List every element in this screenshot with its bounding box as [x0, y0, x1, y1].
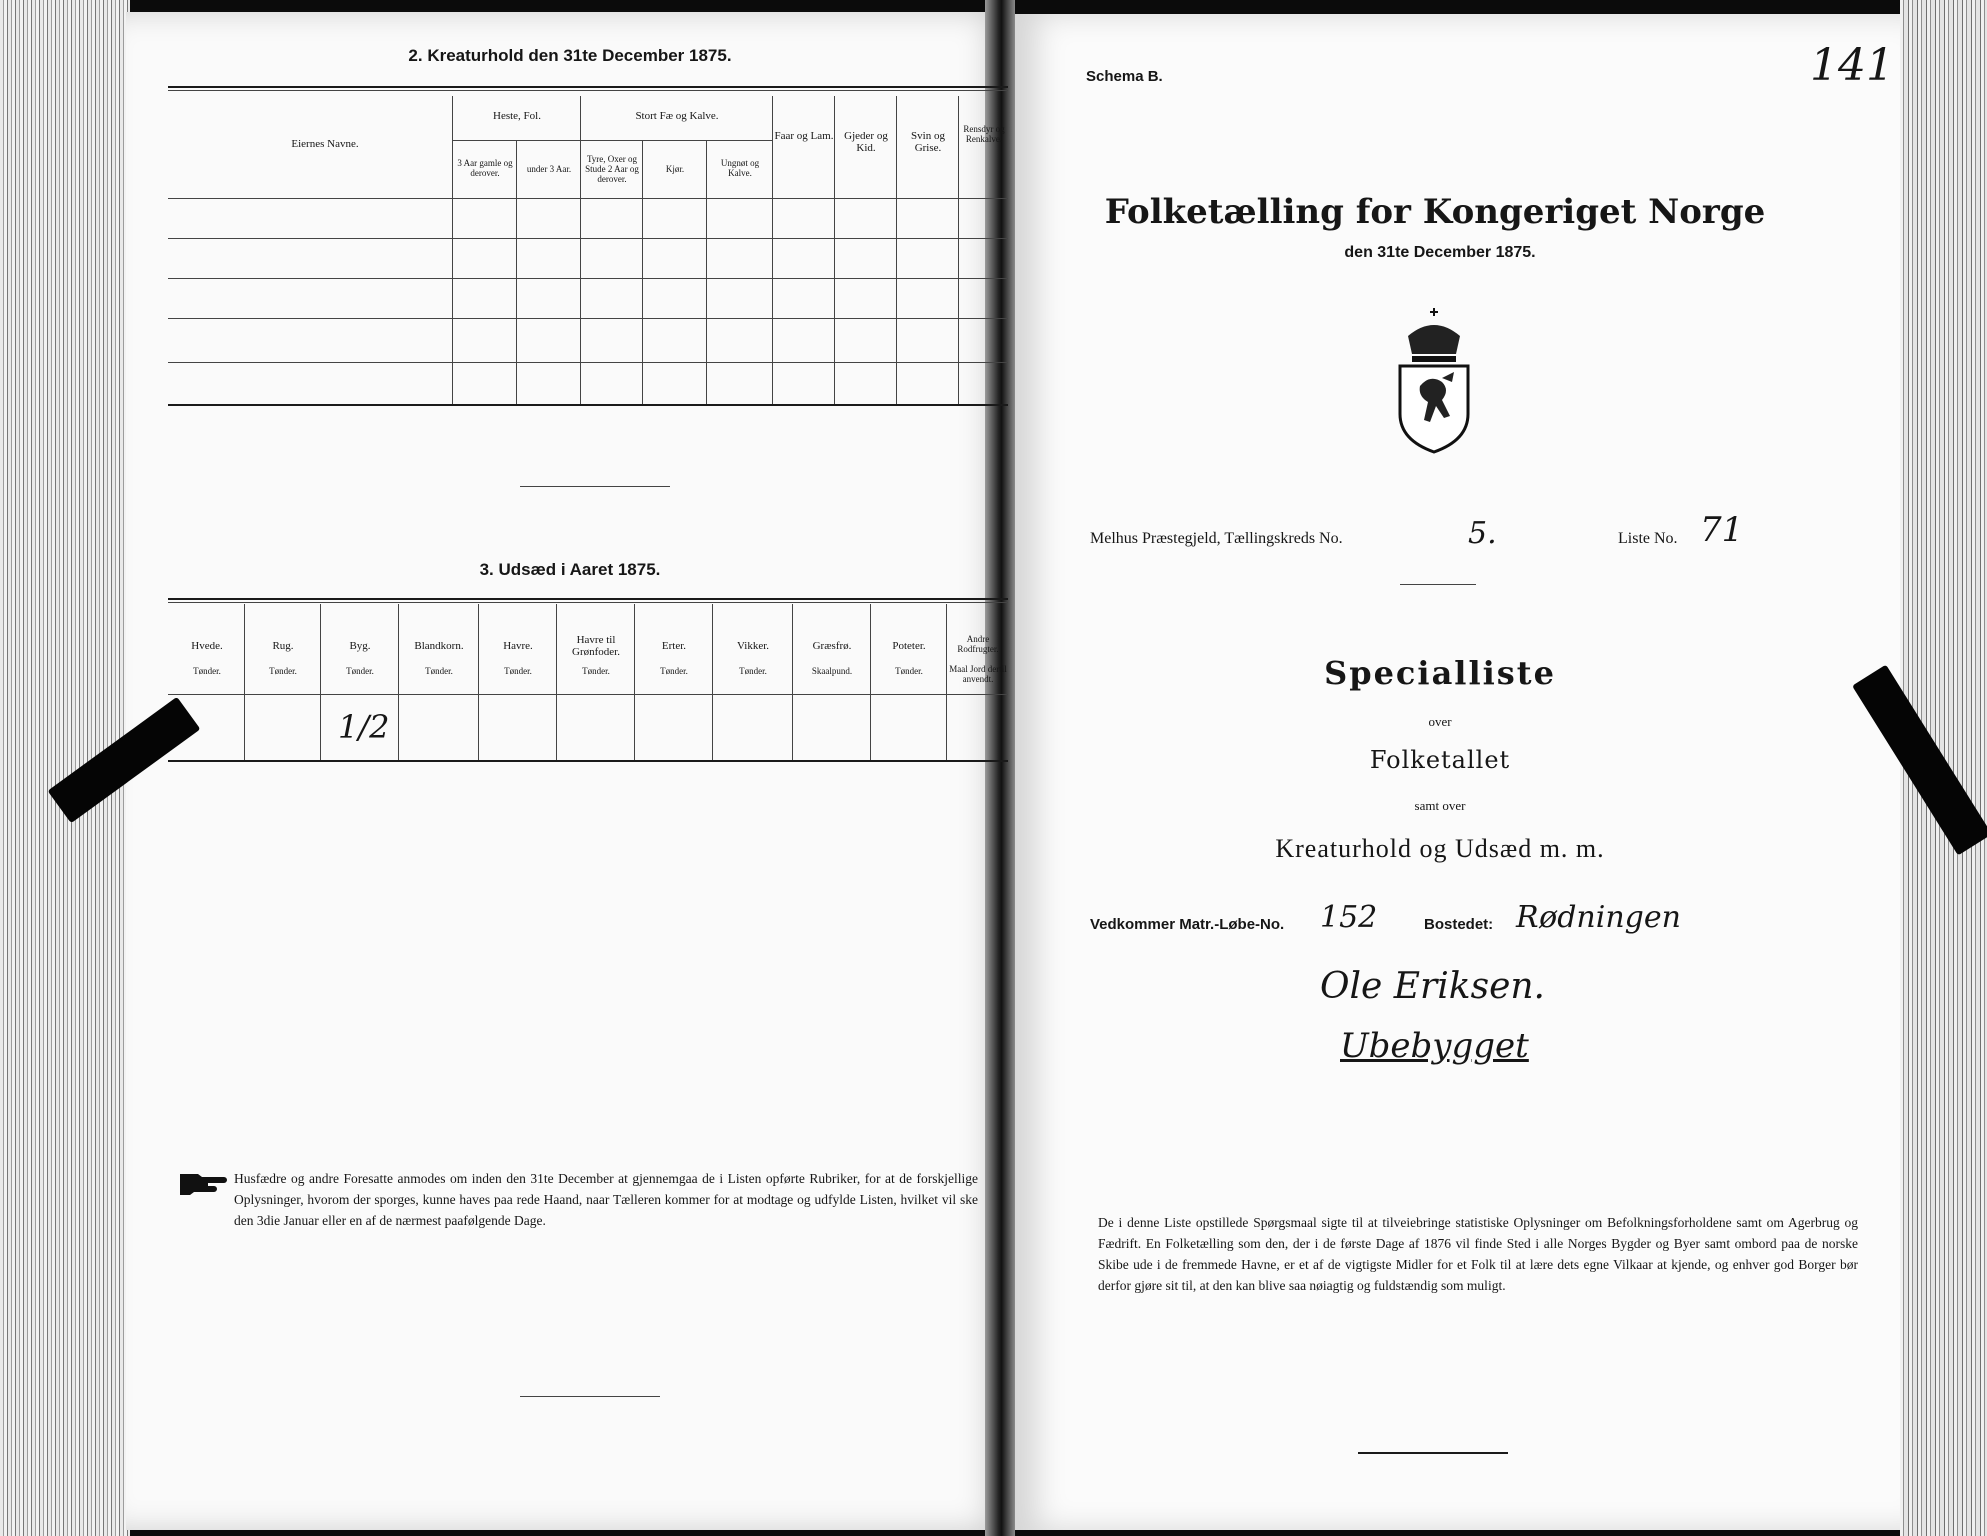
instructions-note: Husfædre og andre Foresatte anmodes om inden den 31te December at gjennemgaa de i Listen opførte Rubriker, for at de forskjellige Oplysninger, hvorom der sporges, kunne haves paa rede Haand, naar Tælleren kommer for at modtage og udfylde Listen, hvilket vil ske den 3die Januar eller en af de nærmest paafølgende Dage. — [234, 1171, 978, 1228]
closing-rule — [1358, 1452, 1508, 1454]
book-gutter — [985, 0, 1015, 1536]
col-erter: Erter. — [661, 640, 687, 652]
page-number: 141 — [1810, 40, 1894, 91]
left-page — [126, 12, 1010, 1530]
section3-heading: 3. Udsæd i Aaret 1875. — [479, 560, 661, 579]
col-andre-rodfrugter: Andre Rodfrugter. — [957, 634, 999, 654]
col-graesfro: Græsfrø. — [812, 640, 852, 652]
unit-label: Tønder. — [582, 666, 610, 676]
col-rug: Rug. — [272, 640, 294, 652]
matr-label: Vedkommer Matr.-Løbe-No. — [1090, 916, 1285, 933]
col-byg: Byg. — [349, 640, 371, 652]
specialliste-heading: Specialliste — [1324, 654, 1556, 692]
folketallet-text: Folketallet — [1369, 746, 1511, 774]
bosted-label: Bostedet: — [1424, 916, 1494, 933]
kreaturhold-text: Kreaturhold og Udsæd m. m. — [1275, 834, 1605, 863]
list-label: Liste No. — [1618, 530, 1678, 547]
unit-label: Tønder. — [660, 666, 688, 676]
bosted-value: Rødningen — [1516, 900, 1681, 935]
col-goats: Gjeder og Kid. — [844, 130, 888, 154]
pointing-hand-icon — [178, 1168, 228, 1196]
col-havre-gronfoder: Havre til Grønfoder. — [572, 634, 620, 658]
col-bulls: Tyre, Oxer og Stude 2 Aar og derover. — [585, 154, 639, 184]
section-divider — [520, 486, 670, 487]
col-blandkorn: Blandkorn. — [414, 640, 464, 652]
horses-header: Heste, Fol. — [493, 110, 541, 122]
col-cows: Kjør. — [665, 164, 685, 174]
district-number: 5. — [1468, 516, 1497, 551]
byg-value: 1/2 — [338, 708, 390, 746]
list-number: 71 — [1700, 510, 1744, 550]
unit-label: Tønder. — [269, 666, 297, 676]
status-text: Ubebygget — [1340, 1026, 1529, 1066]
person-name: Ole Eriksen. — [1320, 966, 1545, 1007]
unit-label: Tønder. — [425, 666, 453, 676]
col-havre: Havre. — [503, 640, 533, 652]
col-horse-3yr: 3 Aar gamle og derover. — [457, 158, 513, 178]
document-title: Folketælling for Kongeriget Norge — [1104, 192, 1766, 232]
col-sheep: Faar og Lam. — [774, 130, 834, 142]
col-poteter: Poteter. — [892, 640, 926, 652]
unit-label: Tønder. — [895, 666, 923, 676]
col-young-cattle: Ungnøt og Kalve. — [720, 158, 760, 178]
footer-paragraph: De i denne Liste opstillede Spørgsmaal sigte til at tilveiebringe statistiske Oplysninger om Befolkningsforholdene samt om Agerbrug og Fædrift. En Folketælling som den, der i de første Dage af 1876 vil finde Sted i alle Norges Bygder og Byer samt ombord paa de norske Skibe ude i de fremmede Havne, er et af de vigtigste Midler for et Folk til at lære dets egne Vilkaar at kjende, og enhver god Borger bør derfor gjøre sit til, at den kan blive saa nøiagtig og fuldstændig som muligt. — [1098, 1215, 1858, 1293]
samt-over-text: samt over — [1414, 798, 1466, 813]
unit-label: Tønder. — [504, 666, 532, 676]
section2-heading: 2. Kreaturhold den 31te December 1875. — [408, 46, 732, 65]
over-text: over — [1428, 714, 1452, 729]
census-date: den 31te December 1875. — [1344, 244, 1536, 261]
owner-names-header: Eiernes Navne. — [291, 138, 359, 150]
col-horse-under3: under 3 Aar. — [526, 164, 572, 174]
unit-label: Tønder. — [739, 666, 767, 676]
matr-number: 152 — [1320, 900, 1378, 935]
bottom-divider — [520, 1396, 660, 1397]
unit-label: Maal Jord dertil anvendt. — [949, 664, 1007, 684]
cattle-header: Stort Fæ og Kalve. — [635, 110, 719, 122]
col-reindeer: Rensdyr og Renkalve. — [963, 124, 1005, 144]
norwegian-coat-of-arms-icon — [1386, 306, 1482, 454]
district-label: Melhus Præstegjeld, Tællingskreds No. — [1090, 530, 1343, 547]
short-divider — [1400, 584, 1476, 585]
col-vikker: Vikker. — [736, 640, 770, 652]
unit-label: Tønder. — [346, 666, 374, 676]
schema-label: Schema B. — [1086, 68, 1163, 85]
unit-label: Skaalpund. — [811, 666, 853, 676]
col-pigs: Svin og Grise. — [911, 130, 945, 154]
col-hvede: Hvede. — [191, 640, 223, 652]
unit-label: Tønder. — [193, 666, 221, 676]
